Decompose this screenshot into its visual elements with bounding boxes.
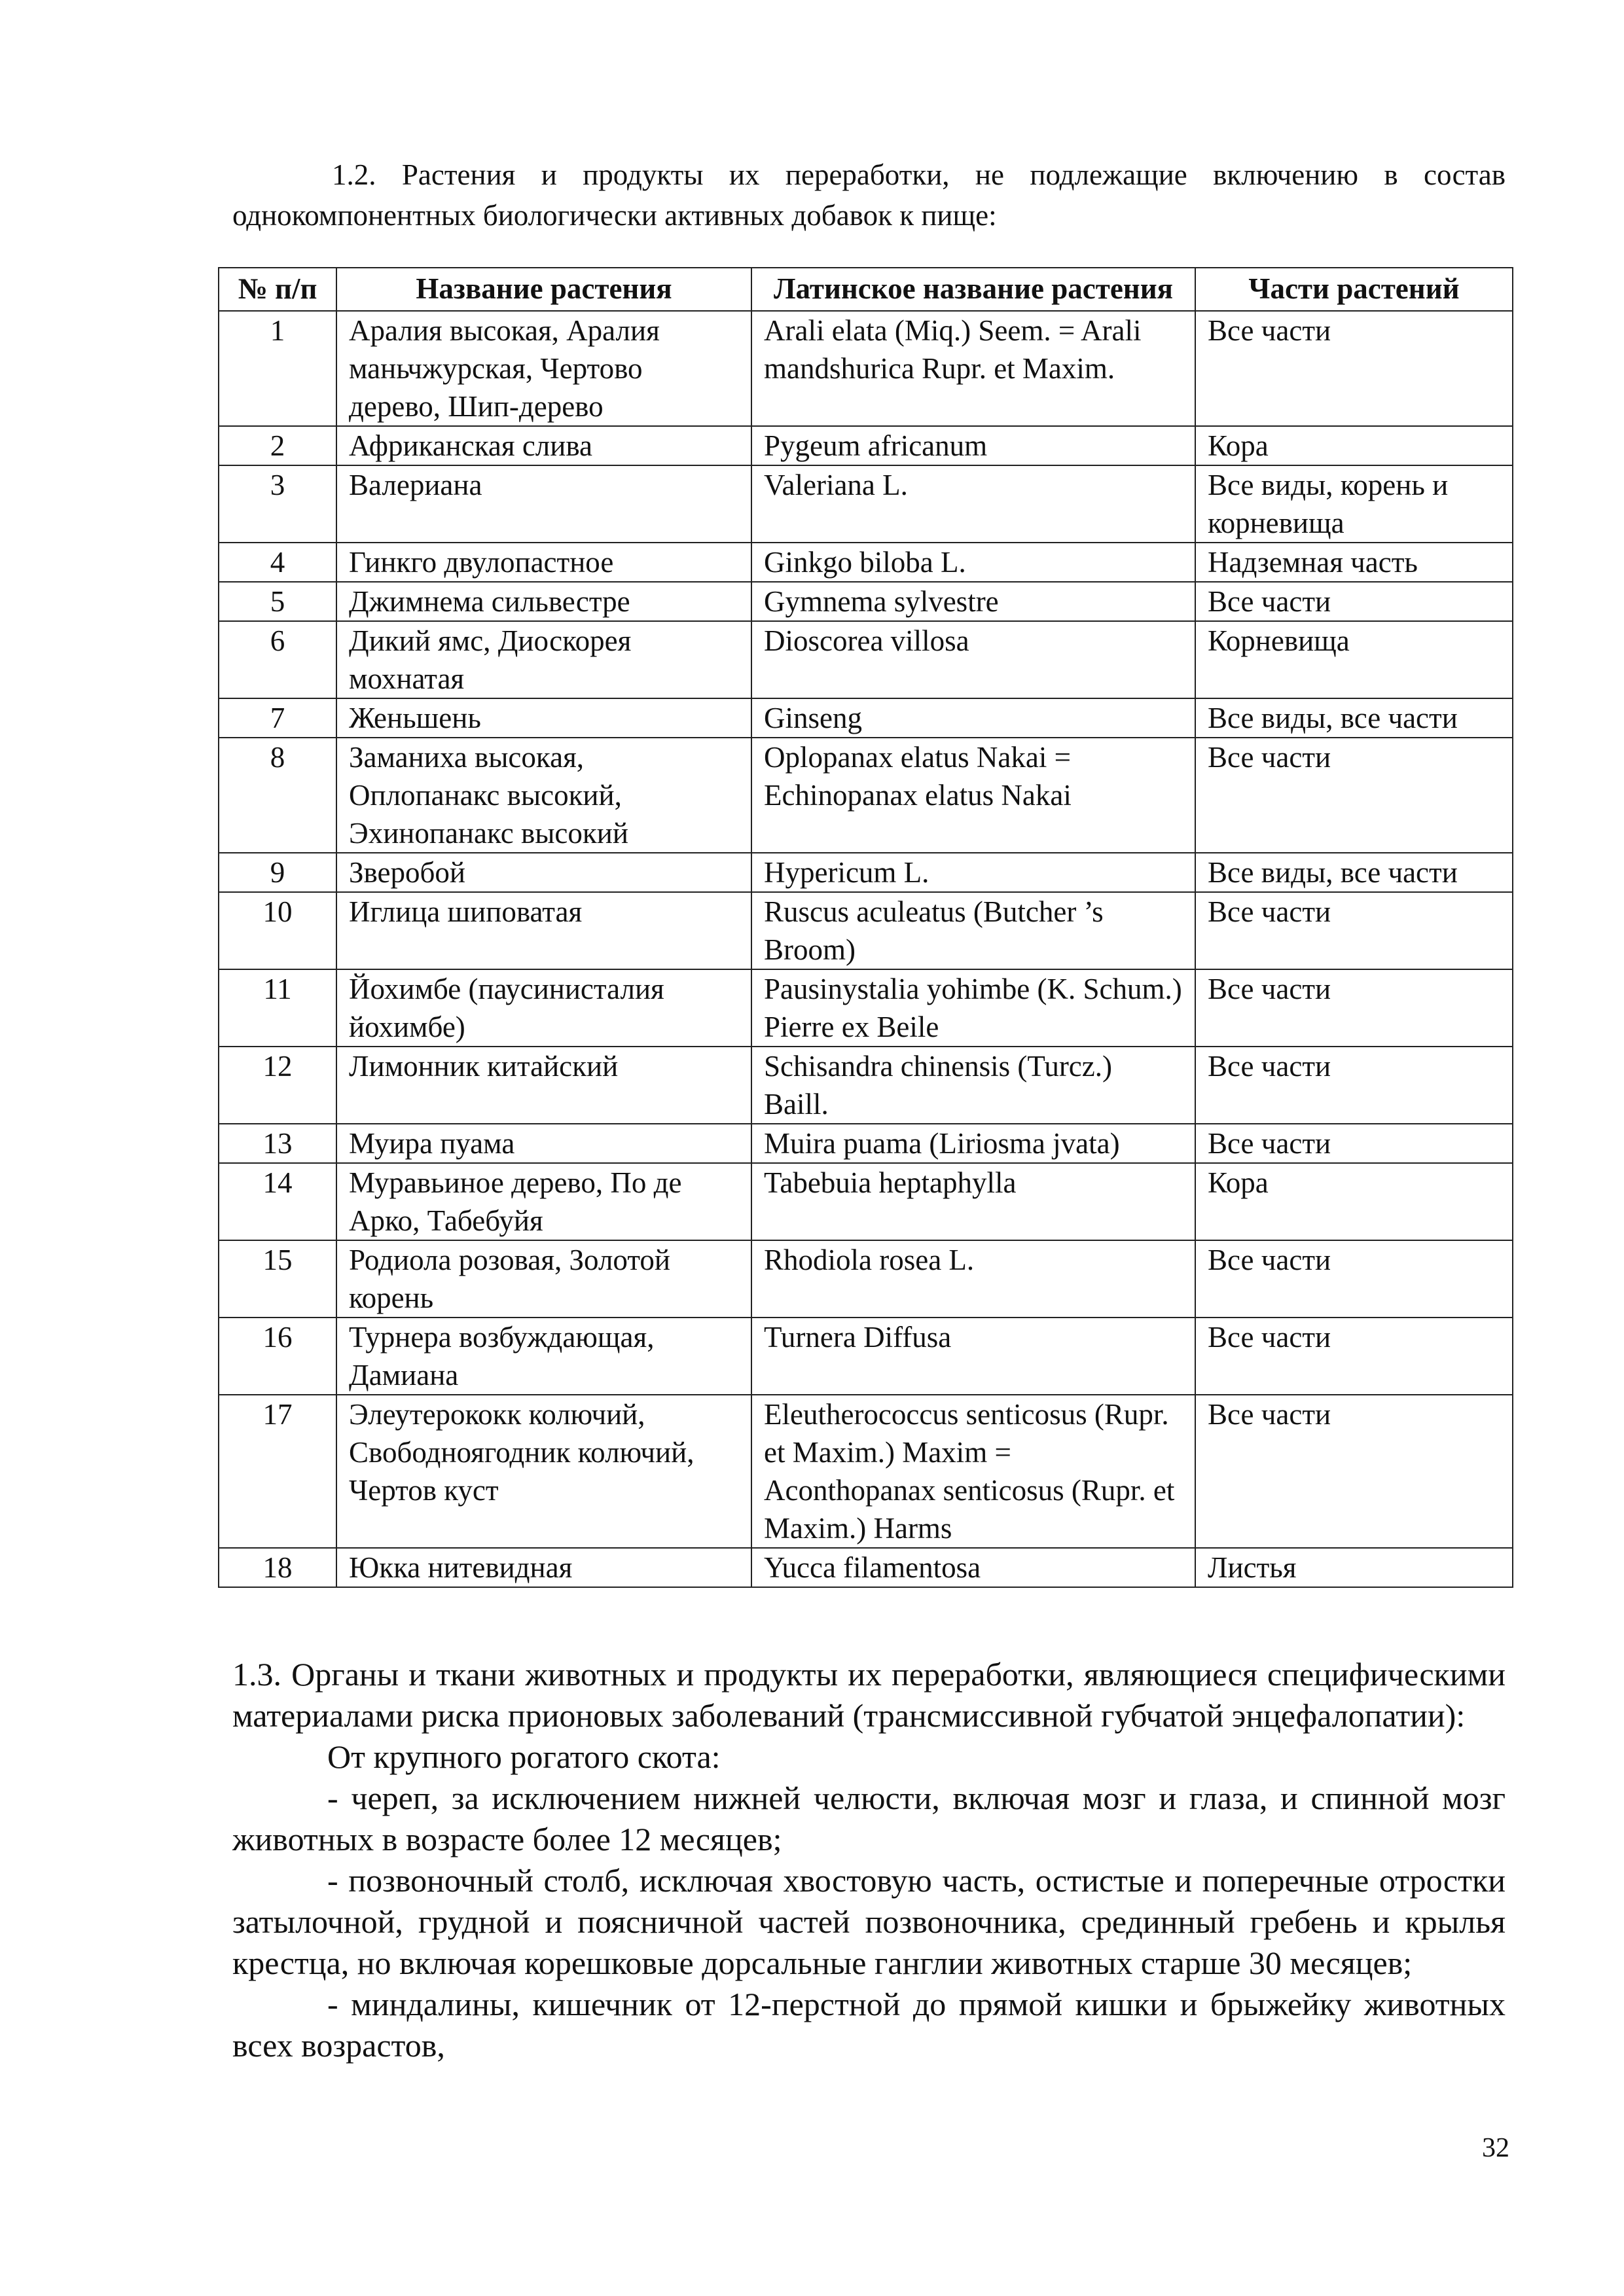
- plant-name: Лимонник китайский: [336, 1047, 751, 1124]
- table-row: [219, 1395, 1513, 1548]
- row-number: 18: [219, 1548, 336, 1587]
- plant-parts: Все виды, корень и корневища: [1195, 465, 1513, 543]
- row-number: 3: [219, 465, 336, 543]
- table-row: [219, 892, 1513, 969]
- row-number: 9: [219, 853, 336, 892]
- plant-name: Муира пуама: [336, 1124, 751, 1163]
- plant-parts: Надземная часть: [1195, 543, 1513, 582]
- latin-name: Ruscus aculeatus (Butcher ’s Broom): [751, 892, 1195, 969]
- row-number: 1: [219, 311, 336, 426]
- plant-parts: Все части: [1195, 1047, 1513, 1124]
- row-number: 17: [219, 1395, 336, 1548]
- plant-name: Джимнема сильвестре: [336, 582, 751, 621]
- header-plant-parts: Части растений: [1195, 268, 1513, 311]
- plant-parts: Кора: [1195, 1163, 1513, 1240]
- row-number: 4: [219, 543, 336, 582]
- latin-name: Eleutherococcus senticosus (Rupr. et Maxim.) Maxim = Aconthopanax senticosus (Rupr. et Maxim.) Harms: [751, 1395, 1195, 1548]
- latin-name: Tabebuia heptaphylla: [751, 1163, 1195, 1240]
- row-number: 10: [219, 892, 336, 969]
- list-item: - череп, за исключением нижней челюсти, включая мозг и глаза, и спинной мозг животных в возрасте более 12 месяцев;: [232, 1780, 1506, 1857]
- row-number: 13: [219, 1124, 336, 1163]
- header-number: № п/п: [219, 268, 336, 311]
- table-row: [219, 853, 1513, 892]
- plant-name: Элеутерококк колючий, Свободноягодник колючий, Чертов куст: [336, 1395, 751, 1548]
- plant-name: Женьшень: [336, 698, 751, 738]
- plant-parts: Все части: [1195, 1240, 1513, 1318]
- table-row: [219, 426, 1513, 465]
- plant-parts: Все виды, все части: [1195, 853, 1513, 892]
- section-subheading: От крупного рогатого скота:: [327, 1738, 721, 1775]
- plant-parts: Листья: [1195, 1548, 1513, 1587]
- plant-parts: Все части: [1195, 1124, 1513, 1163]
- table-row: [219, 1548, 1513, 1587]
- table-row: [219, 621, 1513, 698]
- table-row: [219, 969, 1513, 1047]
- plant-parts: Все части: [1195, 738, 1513, 853]
- row-number: 6: [219, 621, 336, 698]
- table-row: [219, 1318, 1513, 1395]
- list-item: - позвоночный столб, исключая хвостовую часть, остистые и поперечные отростки затылочной, грудной и поясничной частей позвоночника, срединный гребень и крылья крестца, но включая корешковые дорсальные ганглии животных старше 30 месяцев;: [232, 1862, 1506, 1981]
- row-number: 11: [219, 969, 336, 1047]
- row-number: 2: [219, 426, 336, 465]
- plant-parts: Все части: [1195, 582, 1513, 621]
- header-plant-name: Название растения: [336, 268, 751, 311]
- plant-name: Родиола розовая, Золотой корень: [336, 1240, 751, 1318]
- latin-name: Gymnema sylvestre: [751, 582, 1195, 621]
- table-row: [219, 1124, 1513, 1163]
- plant-name: Заманиха высокая, Оплопанакс высокий, Эхинопанакс высокий: [336, 738, 751, 853]
- latin-name: Ginkgo biloba L.: [751, 543, 1195, 582]
- plant-name: Африканская слива: [336, 426, 751, 465]
- page-number: 32: [1482, 2133, 1509, 2163]
- latin-name: Pygeum africanum: [751, 426, 1195, 465]
- plant-parts: Все части: [1195, 892, 1513, 969]
- row-number: 15: [219, 1240, 336, 1318]
- plant-name: Дикий ямс, Диоскорея мохнатая: [336, 621, 751, 698]
- latin-name: Hypericum L.: [751, 853, 1195, 892]
- plant-parts: Корневища: [1195, 621, 1513, 698]
- plant-name: Турнера возбуждающая, Дамиана: [336, 1318, 751, 1395]
- plant-name: Юкка нитевидная: [336, 1548, 751, 1587]
- plant-name: Гинкго двулопастное: [336, 543, 751, 582]
- row-number: 14: [219, 1163, 336, 1240]
- latin-name: Pausinystalia yohimbe (K. Schum.) Pierre ex Beile: [751, 969, 1195, 1047]
- plant-parts: Все части: [1195, 969, 1513, 1047]
- latin-name: Rhodiola rosea L.: [751, 1240, 1195, 1318]
- row-number: 16: [219, 1318, 336, 1395]
- table-row: [219, 543, 1513, 582]
- header-latin-name: Латинское название растения: [751, 268, 1195, 311]
- table-row: [219, 1163, 1513, 1240]
- table-header-row: [219, 268, 1513, 311]
- row-number: 8: [219, 738, 336, 853]
- latin-name: Ginseng: [751, 698, 1195, 738]
- intro-paragraph: 1.2. Растения и продукты их переработки, не подлежащие включению в состав однокомпонентных биологически активных добавок к пище:: [232, 158, 1506, 232]
- table-body: [219, 311, 1513, 1587]
- plant-parts: Все виды, все части: [1195, 698, 1513, 738]
- table-row: [219, 1047, 1513, 1124]
- plant-parts: Все части: [1195, 1318, 1513, 1395]
- row-number: 5: [219, 582, 336, 621]
- plant-name: Зверобой: [336, 853, 751, 892]
- latin-name: Schisandra chinensis (Turcz.) Baill.: [751, 1047, 1195, 1124]
- latin-name: Arali elata (Miq.) Seem. = Arali mandshurica Rupr. et Maxim.: [751, 311, 1195, 426]
- animal-tissues-section: [232, 1654, 1506, 2066]
- table-row: [219, 698, 1513, 738]
- table-row: [219, 738, 1513, 853]
- plant-name: Аралия высокая, Аралия маньчжурская, Чертово дерево, Шип-дерево: [336, 311, 751, 426]
- plant-parts: Кора: [1195, 426, 1513, 465]
- table-row: [219, 1240, 1513, 1318]
- table-row: [219, 311, 1513, 426]
- table-row: [219, 582, 1513, 621]
- latin-name: Dioscorea villosa: [751, 621, 1195, 698]
- row-number: 12: [219, 1047, 336, 1124]
- latin-name: Valeriana L.: [751, 465, 1195, 543]
- latin-name: Muira puama (Liriosma jvata): [751, 1124, 1195, 1163]
- plant-name: Валериана: [336, 465, 751, 543]
- latin-name: Oplopanax elatus Nakai = Echinopanax elatus Nakai: [751, 738, 1195, 853]
- row-number: 7: [219, 698, 336, 738]
- plant-parts: Все части: [1195, 1395, 1513, 1548]
- latin-name: Turnera Diffusa: [751, 1318, 1195, 1395]
- plant-name: Йохимбе (паусинисталия йохимбе): [336, 969, 751, 1047]
- plant-name: Муравьиное дерево, По де Арко, Табебуйя: [336, 1163, 751, 1240]
- plant-name: Иглица шиповатая: [336, 892, 751, 969]
- section-heading: 1.3. Органы и ткани животных и продукты их переработки, являющиеся специфическими материалами риска прионовых заболеваний (трансмиссивной губчатой энцефалопатии):: [232, 1656, 1506, 1734]
- latin-name: Yucca filamentosa: [751, 1548, 1195, 1587]
- plant-parts: Все части: [1195, 311, 1513, 426]
- table-row: [219, 465, 1513, 543]
- list-item: - миндалины, кишечник от 12-перстной до прямой кишки и брыжейку животных всех возрастов,: [232, 1986, 1506, 2064]
- plants-table: [218, 267, 1513, 1588]
